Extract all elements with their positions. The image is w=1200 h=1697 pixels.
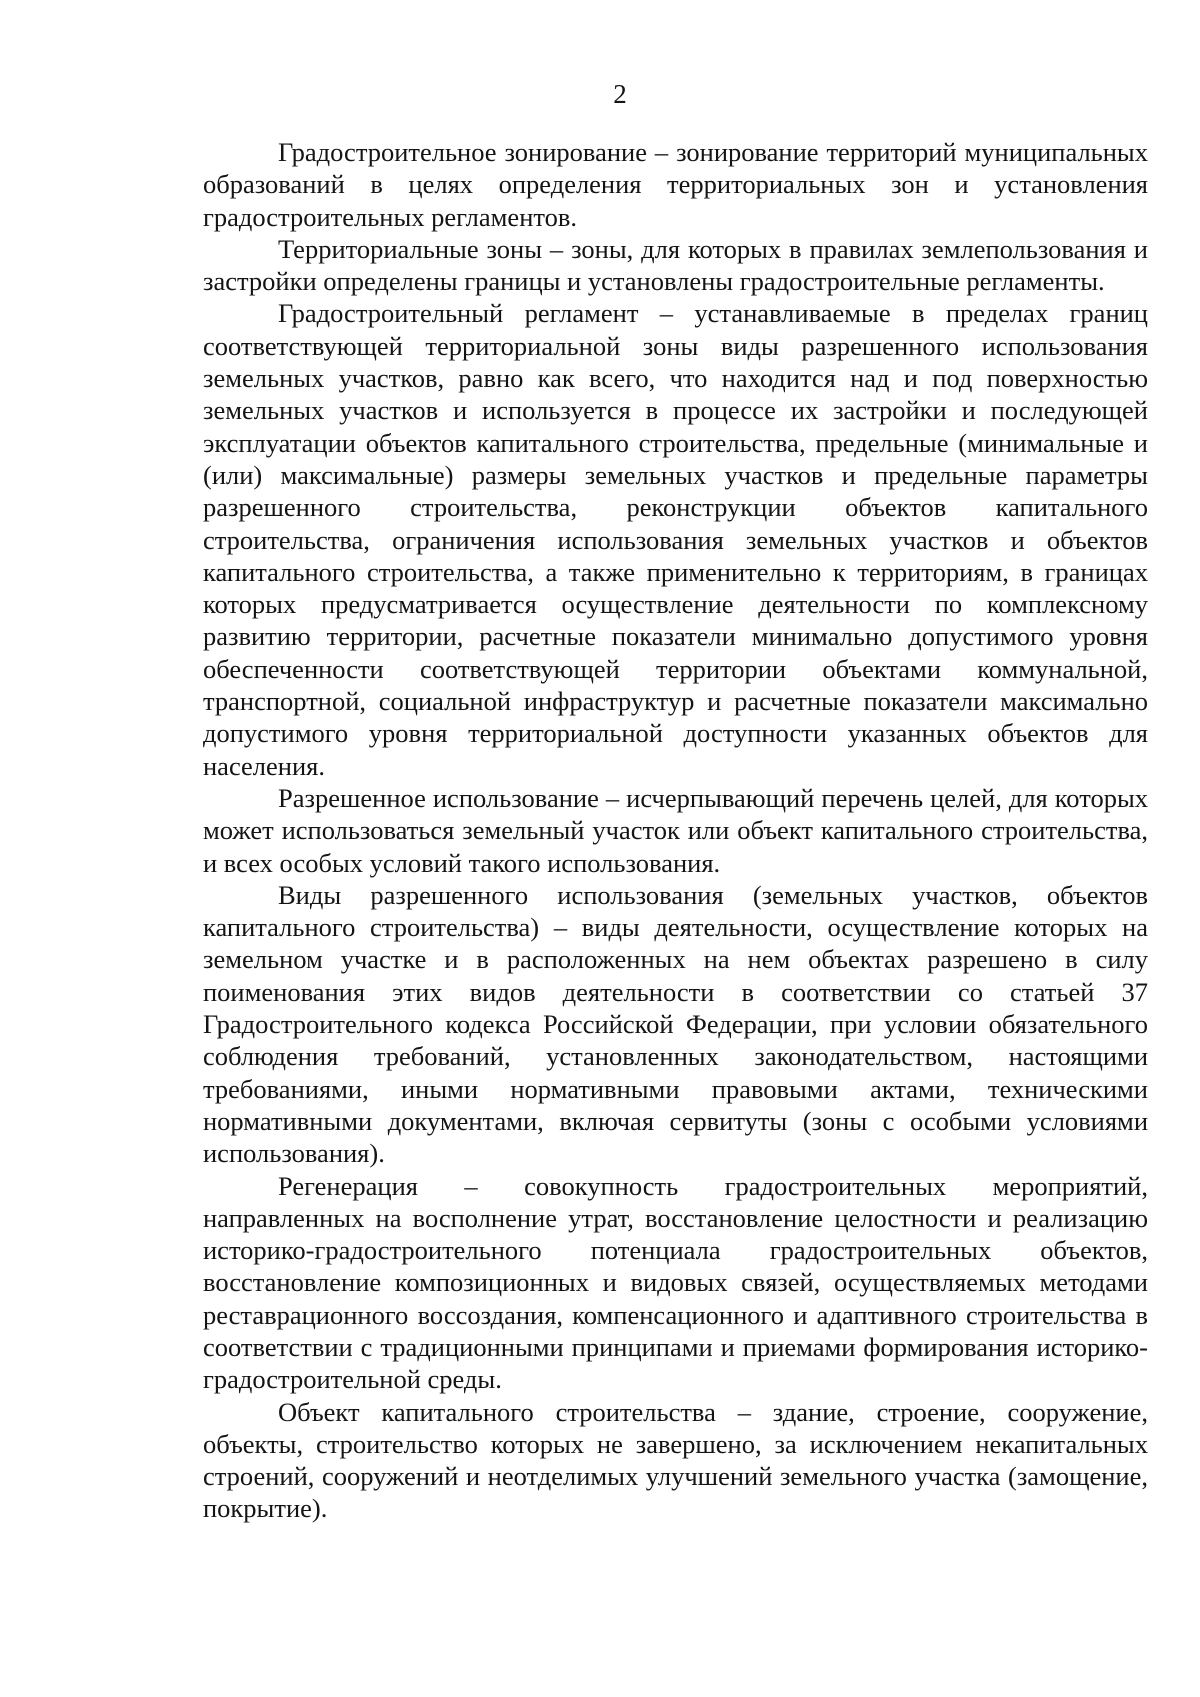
paragraph-obekt-kapitalnogo-stroitelstva: Объект капитального строительства – здание, строение, сооружение, объекты, строительство которых не завершено, за исключением некапитальных строений, сооружений и неотделимых улучшений земельного участка (замощение, покрытие). — [203, 1396, 1148, 1524]
paragraph-territorialnye-zony: Территориальные зоны – зоны, для которых в правилах землепользования и застройки определены границы и установлены градостроительные регламенты. — [203, 233, 1148, 297]
page-number: 2 — [613, 79, 627, 109]
paragraph-razreshennoe-ispolzovanie: Разрешенное использование – исчерпывающий перечень целей, для которых может использоваться земельный участок или объект капитального строительства, и всех особых условий такого использования. — [203, 782, 1148, 878]
document-body — [203, 136, 1148, 1525]
paragraph-gradostroitelnoe-zonirovanie: Градостроительное зонирование – зонирование территорий муниципальных образований в целях определения территориальных зон и установления градостроительных регламентов. — [203, 137, 1148, 232]
paragraph-regeneratsiya: Регенерация – совокупность градостроительных мероприятий, направленных на восполнение утрат, восстановление целостности и реализацию историко-градостроительного потенциала градостроительных объектов, восстановление композиционных и видовых связей, осуществляемых методами реставрационного воссоздания, компенсационного и адаптивного строительства в соответствии с традиционными принципами и приемами формирования историко-градостроительной среды. — [203, 1170, 1148, 1395]
paragraph-vidy-razreshennogo-ispolzovaniya: Виды разрешенного использования (земельных участков, объектов капитального строительства) – виды деятельности, осуществление которых на земельном участке и в расположенных на нем объектах разрешено в силу поименования этих видов деятельности в соответствии со статьей 37 Градостроительного кодекса Российской Федерации, при условии обязательного соблюдения требований, установленных законодательством, настоящими требованиями, иными нормативными правовыми актами, техническими нормативными документами, включая сервитуты (зоны с особыми условиями использования). — [203, 879, 1148, 1169]
paragraph-gradostroitelnyj-reglament: Градостроительный регламент – устанавливаемые в пределах границ соответствующей территориальной зоны виды разрешенного использования земельных участков, равно как всего, что находится над и под поверхностью земельных участков и используется в процессе их застройки и последующей эксплуатации объектов капитального строительства, предельные (минимальные и (или) максимальные) размеры земельных участков и предельные параметры разрешенного строительства, реконструкции объектов капитального строительства, ограничения использования земельных участков и объектов капитального строительства, а также применительно к территориям, в границах которых предусматривается осуществление деятельности по комплексному развитию территории, расчетные показатели минимально допустимого уровня обеспеченности соответствующей территории объектами коммунальной, транспортной, социальной инфраструктур и расчетные показатели максимально допустимого уровня территориальной доступности указанных объектов для населения. — [203, 298, 1148, 781]
